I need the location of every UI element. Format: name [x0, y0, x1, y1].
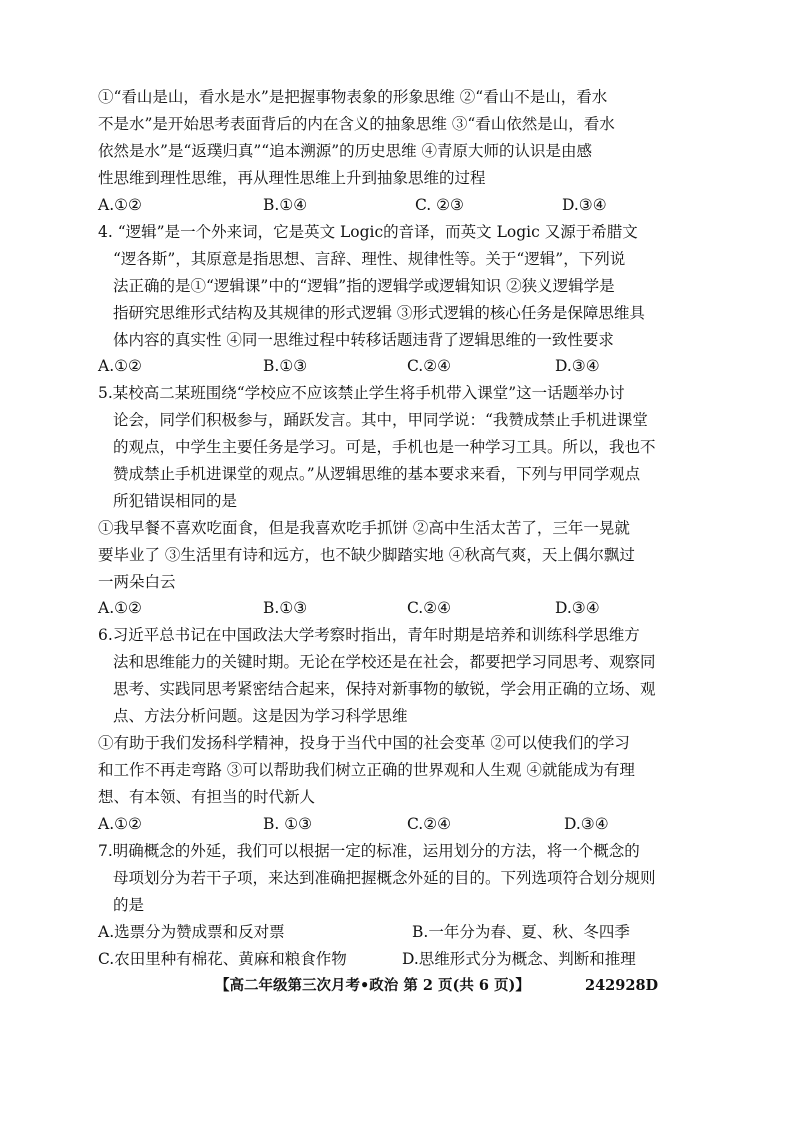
q7-line-3: 的是 [113, 896, 145, 914]
q6-item-line-1: ①有助于我们发扬科学精神，投身于当代中国的社会变革 ②可以使我们的学习 [98, 734, 630, 752]
q5-line-4: 赞成禁止手机进课堂的观点。”从逻辑思维的基本要求来看，下列与甲同学观点 [113, 465, 641, 483]
q5-option-d: D.③④ [555, 599, 600, 617]
q4-option-a: A.①② [98, 357, 142, 375]
q4-line-4: 指研究思维形式结构及其规律的形式逻辑 ③形式逻辑的核心任务是保障思维具 [113, 304, 645, 322]
q6-line-4: 点、方法分析问题。这是因为学习科学思维 [113, 707, 408, 725]
q4-line-2: “逻各斯”，其原意是指思想、言辞、理性、规律性等。关于“逻辑”，下列说 [113, 250, 626, 268]
q5-line-2: 论会，同学们积极参与，踊跃发言。其中，甲同学说：“我赞成禁止手机进课堂 [113, 411, 648, 429]
q3-line-1: ①“看山是山，看水是水”是把握事物表象的形象思维 ②“看山不是山，看水 [98, 88, 608, 106]
q5-line-3: 的观点，中学生主要任务是学习。可是，手机也是一种学习工具。所以，我也不 [113, 438, 656, 456]
q4-line-5: 体内容的真实性 ④同一思维过程中转移话题违背了逻辑思维的一致性要求 [113, 331, 614, 349]
q6-line-2: 法和思维能力的关键时期。无论在学校还是在社会，都要把学习同思考、观察同 [113, 653, 656, 671]
q3-option-d: D.③④ [562, 196, 607, 214]
page-footer: 【高二年级第三次月考•政治 第 2 页(共 6 页)】 [215, 977, 530, 994]
q7-option-a: A.选票分为赞成票和反对票 [98, 923, 285, 941]
exam-code: 242928D [585, 977, 659, 994]
q4-option-d: D.③④ [555, 357, 600, 375]
q3-option-c: C. ②③ [415, 196, 464, 214]
q6-option-c: C.②④ [407, 815, 452, 833]
q6-item-line-3: 想、有本领、有担当的时代新人 [98, 788, 316, 806]
q4-option-c: C.②④ [407, 357, 452, 375]
q5-option-c: C.②④ [407, 599, 452, 617]
q6-option-b: B. ①③ [263, 815, 313, 833]
q6-option-d: D.③④ [564, 815, 609, 833]
q3-line-2: 不是水”是开始思考表面背后的内在含义的抽象思维 ③“看山依然是山，看水 [98, 115, 615, 133]
q5-item-line-3: 一两朵白云 [98, 573, 176, 591]
q3-option-b: B.①④ [263, 196, 308, 214]
q5-item-line-2: 要毕业了 ③生活里有诗和远方，也不缺少脚踏实地 ④秋高气爽，天上偶尔飘过 [98, 546, 635, 564]
q3-option-a: A.①② [98, 196, 142, 214]
q6-line-3: 思考、实践同思考紧密结合起来，保持对新事物的敏锐，学会用正确的立场、观 [113, 680, 656, 698]
q4-option-b: B.①③ [263, 357, 308, 375]
q5-line-5: 所犯错误相同的是 [113, 492, 238, 510]
q7-option-b: B.一年分为春、夏、秋、冬四季 [412, 923, 630, 941]
q6-option-a: A.①② [98, 815, 142, 833]
q3-line-4: 性思维到理性思维，再从理性思维上升到抽象思维的过程 [98, 169, 486, 187]
q4-line-1: 4. “逻辑”是一个外来词，它是英文 Logic的音译，而英文 Logic 又源于希腊文 [98, 223, 638, 241]
q6-item-line-2: 和工作不再走弯路 ③可以帮助我们树立正确的世界观和人生观 ④就能成为有理 [98, 761, 635, 779]
q5-item-line-1: ①我早餐不喜欢吃面食，但是我喜欢吃手抓饼 ②高中生活太苦了，三年一晃就 [98, 519, 630, 537]
q5-option-b: B.①③ [263, 599, 308, 617]
q7-line-2: 母项划分为若干子项，来达到准确把握概念外延的目的。下列选项符合划分规则 [113, 869, 656, 887]
q7-option-c: C.农田里种有棉花、黄麻和粮食作物 [98, 950, 347, 968]
q3-line-3: 依然是水”是“返璞归真”“追本溯源”的历史思维 ④青原大师的认识是由感 [98, 142, 593, 160]
q5-line-1: 5.某校高二某班围绕“学校应不应该禁止学生将手机带入课堂”这一话题举办讨 [98, 384, 625, 402]
q7-line-1: 7.明确概念的外延，我们可以根据一定的标准，运用划分的方法，将一个概念的 [98, 842, 640, 860]
q4-line-3: 法正确的是①“逻辑课”中的“逻辑”指的逻辑学或逻辑知识 ②狭义逻辑学是 [113, 277, 615, 295]
q6-line-1: 6.习近平总书记在中国政法大学考察时指出，青年时期是培养和训练科学思维方 [98, 626, 640, 644]
q7-option-d: D.思维形式分为概念、判断和推理 [402, 950, 636, 968]
q5-option-a: A.①② [98, 599, 142, 617]
